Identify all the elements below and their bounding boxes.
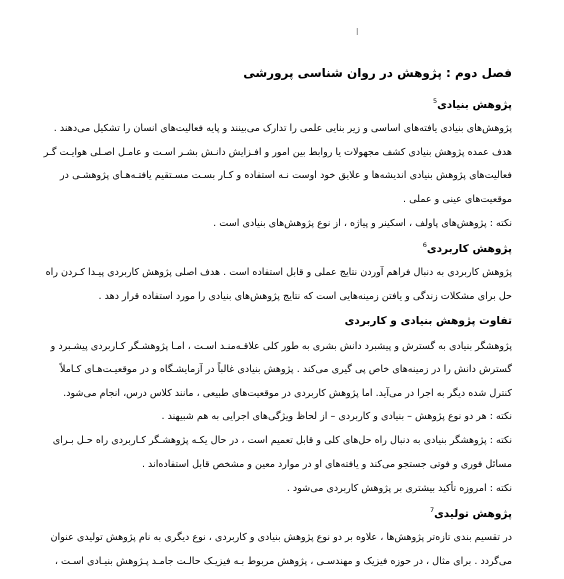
paragraph-line: پژوهشگر بنیادی به گسترش و پیشبرد دانش بشری به طور کلی علاقـه‌منـد اسـت ، امـا پژوهشـگر کـاربردی پیشـبرد و: [50, 341, 512, 352]
section-heading-text: پژوهش کاربردی: [426, 243, 512, 255]
paragraph-line: می‌گردد . برای مثال ، در حوزه فیزیک و مهندسـی ، پژوهش مربوط بـه فیزیـک حالـت جامـد پـژوهش بنیـادی اسـت ،: [54, 556, 512, 567]
note-line: نکته : پژوهش‌های پاولف ، اسکینر و پیاژه ، از نوع پژوهش‌های بنیادی است .: [213, 218, 512, 229]
section-heading-applied-research: [423, 241, 512, 255]
footnote-marker: 5: [432, 97, 438, 105]
paragraph-line: کنترل شده دیگر به اجرا در می‌آید. اما پژوهش کاربردی در موقعیت‌های طبیعی ، مانند کلاس درس، انجام می‌شود.: [63, 388, 512, 399]
paragraph-line: گسترش دانش را در زمینه‌های خاص پی گیری می‌کند . پژوهش بنیادی غالباً در آزمایشـگاه و در موقعیـت‌هـای کـاملاً: [60, 364, 512, 375]
note-line: نکته : امروزه تأکید بیشتری بر پژوهش کاربردی می‌شود .: [286, 483, 512, 494]
section-heading-text: پژوهش بنیادی: [437, 99, 512, 111]
section-heading-difference: [345, 315, 512, 327]
note-line: نکته : پژوهشگر بنیادی به دنبال راه حل‌های کلی و قابل تعمیم است ، در حال یکـه پژوهشـگر کـاربردی راه حـل بـرای: [52, 435, 512, 446]
paragraph-line: مسائل فوری و فوتی جستجو می‌کند و یافته‌های او در موارد معین و مشخص قابل استفاده‌اند .: [141, 459, 512, 470]
footnote-marker: 6: [422, 241, 427, 249]
paragraph-line: پژوهش‌های بنیادی یافته‌های اساسی و زیر بنایی علمی را تدارک می‌بینند و پایه فعالیت‌های انسان را تشکیل می‌دهند .: [53, 123, 512, 134]
paragraph-line: موقعیت‌های عینی و عملی .: [403, 194, 512, 205]
paragraph-line: هدف عمده پژوهش بنیادی کشف مجهولات یا روابط بین امور و افـزایش دانـش بشـر اسـت و عامـل اصـلی هوایـت گـر: [43, 147, 512, 158]
chapter-heading: [243, 66, 512, 80]
page-mark: ا: [356, 28, 359, 38]
section-heading-basic-research: [433, 97, 512, 111]
paragraph-line: حل برای مشکلات زندگی و یافتن زمینه‌هایی است که نتایج پژوهش‌های بنیادی را مورد استفاده قرار دهد .: [98, 291, 512, 302]
paragraph-line: در تقسیم بندی تازه‌تر پژوهش‌ها ، علاوه بر دو نوع پژوهش بنیادی و کاربردی ، نوع دیگری به نام پژوهش تولیدی عنوان: [50, 532, 512, 543]
chapter-label: فصل دوم: [455, 66, 512, 80]
chapter-title: پژوهش در روان شناسی پرورشی: [243, 66, 442, 80]
paragraph-line: فعالیت‌های پژوهش بنیادی اندیشه‌ها و علایق خود اوست نـه استفاده و کـار بسـت مسـتقیم یافتـه‌هـای پژوهشـی در: [60, 170, 512, 181]
section-heading-text: پژوهش تولیدی: [434, 508, 512, 520]
section-heading-productive-research: [430, 506, 512, 520]
footnote-marker: 7: [429, 506, 435, 514]
section-heading-text: تفاوت پژوهش بنیادی و کاربردی: [344, 315, 512, 327]
note-line: نکته : هر دو نوع پژوهش – بنیادی و کاربردی – از لحاظ ویژگی‌های اجرایی به هم شبیهند .: [161, 411, 512, 422]
paragraph-line: پژوهش کاربردی به دنبال فراهم آوردن نتایج عملی و قابل استفاده است . هدف اصلی پژوهش کاربردی پیـدا کـردن راه: [45, 267, 512, 278]
chapter-separator: :: [441, 66, 456, 80]
